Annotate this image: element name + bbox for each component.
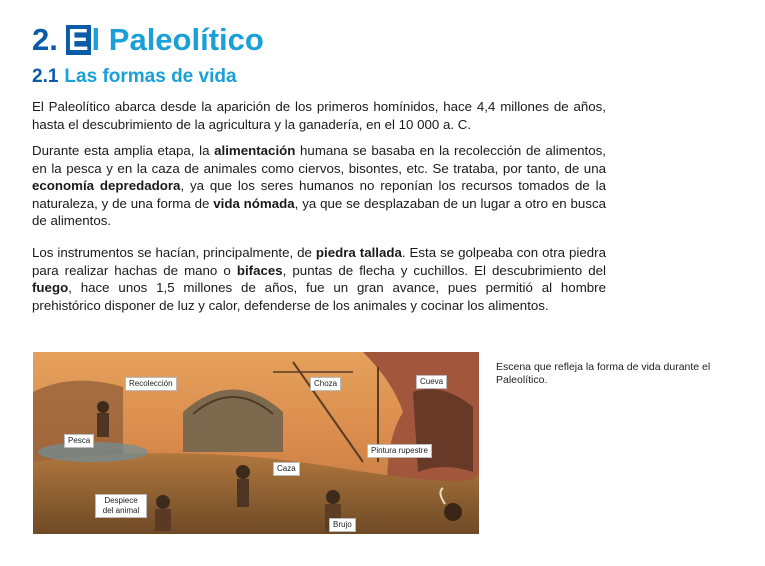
scene-cave-mouth [413, 389, 473, 472]
scene-figure [237, 479, 249, 507]
label-pintura-rupestre: Pintura rupestre [367, 444, 432, 458]
scene-figure [97, 413, 109, 437]
section-title [32, 65, 237, 89]
paragraph-2-text: Durante esta amplia etapa, la [32, 143, 215, 158]
paragraph-3-bold: bifaces [236, 262, 283, 278]
paragraph-2-bold: economía depredadora [32, 178, 181, 194]
paragraph-2-bold: alimentación [214, 143, 296, 158]
label-cueva: Cueva [416, 375, 447, 389]
paleolithic-scene-illustration [33, 352, 479, 534]
scene-figure [236, 465, 250, 479]
paragraph-3 [32, 244, 606, 314]
label-despiece: Despiece del animal [95, 494, 147, 518]
scene-figure [155, 509, 171, 531]
paragraph-2-text: humana se basaba en la recolección de alimentos, en la pesca y en la caza de animales como ciervos, bisontes, etc. Se trataba, por tanto, de una [32, 143, 606, 176]
scene-animal [444, 503, 462, 521]
chapter-title [32, 20, 264, 60]
label-pesca: Pesca [64, 434, 94, 448]
chapter-number: 2. [32, 22, 58, 57]
paragraph-2-text: , ya que los seres humanos no reponían los recursos tomados de la naturaleza, y de una forma de [32, 178, 607, 211]
paragraph-1: El Paleolítico abarca desde la aparición de los primeros homínidos, hace 4,4 millones de años, hasta el descubrimiento de la agricultura y la ganadería, en el 10 000 a. C. [32, 99, 606, 132]
section-number: 2.1 [32, 66, 59, 87]
paragraph-3-text: Los instrumentos se hacían, principalmente, de [32, 245, 316, 260]
paragraph-3-text: . Esta se golpeaba con otra piedra para realizar hachas de mano o [32, 245, 606, 278]
label-caza: Caza [273, 462, 300, 476]
paragraph-3-text: , puntas de flecha y cuchillos. El descubrimiento del [282, 262, 606, 278]
chapter-title-text: l Paleolítico [91, 22, 264, 57]
paragraph-2-bold: vida nómada [213, 195, 295, 211]
paragraph-2 [32, 142, 606, 230]
chapter-initial: E [67, 22, 89, 57]
paragraph-3-bold: fuego [32, 280, 69, 296]
section-title-text: Las formas de vida [64, 66, 237, 87]
scene-figure [156, 495, 170, 509]
scene-figure [326, 490, 340, 504]
figure-caption: Escena que refleja la forma de vida durante el Paleolítico. [496, 361, 711, 386]
paragraph-2-text: , ya que se desplazaban de un lugar a otro en busca de alimentos. [32, 195, 607, 229]
label-choza: Choza [310, 377, 341, 391]
scene-figure [97, 401, 109, 413]
paragraph-3-bold: piedra tallada [315, 245, 402, 260]
paragraph-3-text: , hace unos 1,5 millones de años, fue un gran avance, pues permitió al hombre prehistórico disponer de luz y calor, defenderse de los animales y cocinar los alimentos. [32, 280, 606, 313]
label-recoleccion: Recolección [125, 377, 177, 391]
label-brujo: Brujo [329, 518, 356, 532]
